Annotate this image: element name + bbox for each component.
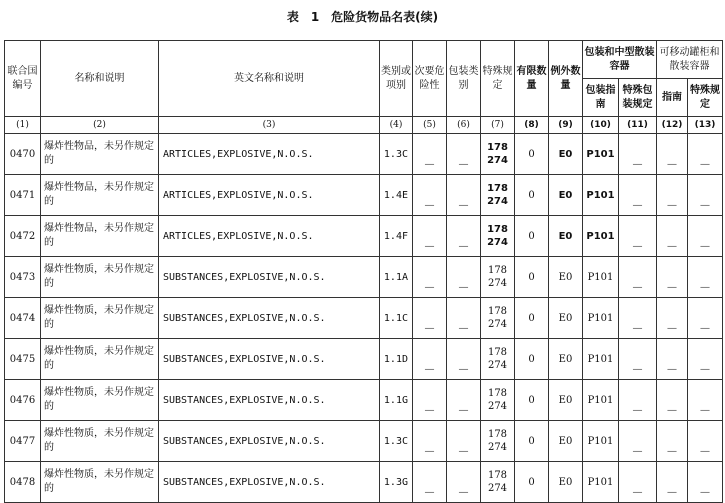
special-provision-code: 178: [487, 265, 508, 276]
cell-special-provisions: [481, 257, 515, 298]
cell-un-number: 0471: [5, 175, 41, 216]
cell-name-cn: 爆炸性物质，未另作规定的: [41, 380, 159, 421]
cell-special-packing: —: [619, 339, 657, 380]
cell-un-number: 0474: [5, 298, 41, 339]
cell-tank-instruction: —: [657, 216, 688, 257]
cell-excepted-quantity: E0: [549, 380, 583, 421]
cell-special-packing: —: [619, 421, 657, 462]
column-number: (8): [515, 117, 549, 134]
cell-packing-instruction: P101: [583, 298, 619, 339]
special-provision-code: 178: [487, 306, 508, 317]
cell-class: 1.1C: [380, 298, 413, 339]
cell-un-number: 0472: [5, 216, 41, 257]
cell-name-en: ARTICLES,EXPLOSIVE,N.O.S.: [159, 175, 380, 216]
special-provision-code: 274: [487, 196, 508, 207]
cell-subsidiary-risk: —: [413, 257, 447, 298]
special-provision-code: 178: [487, 388, 508, 399]
cell-un-number: 0470: [5, 134, 41, 175]
dangerous-goods-table: [4, 40, 723, 503]
cell-special-packing: —: [619, 134, 657, 175]
cell-special-provisions: [481, 462, 515, 503]
cell-name-cn: 爆炸性物质，未另作规定的: [41, 257, 159, 298]
header-packing-instruction: 包装指南: [583, 79, 619, 117]
cell-limited-quantity: 0: [515, 216, 549, 257]
cell-name-en: SUBSTANCES,EXPLOSIVE,N.O.S.: [159, 257, 380, 298]
cell-name-cn: 爆炸性物品，未另作规定的: [41, 216, 159, 257]
cell-class: 1.1G: [380, 380, 413, 421]
cell-excepted-quantity: E0: [549, 462, 583, 503]
special-provision-code: 274: [487, 360, 508, 371]
cell-tank-special: —: [688, 134, 723, 175]
cell-tank-special: —: [688, 216, 723, 257]
cell-special-packing: —: [619, 298, 657, 339]
cell-packing-instruction: P101: [583, 216, 619, 257]
cell-packing-instruction: P101: [583, 134, 619, 175]
cell-excepted-quantity: E0: [549, 175, 583, 216]
cell-subsidiary-risk: —: [413, 462, 447, 503]
cell-tank-special: —: [688, 380, 723, 421]
column-number: (2): [41, 117, 159, 134]
special-provision-code: 274: [487, 155, 508, 166]
cell-class: 1.3C: [380, 134, 413, 175]
cell-excepted-quantity: E0: [549, 216, 583, 257]
cell-un-number: 0476: [5, 380, 41, 421]
cell-subsidiary-risk: —: [413, 216, 447, 257]
table-row: [5, 339, 723, 380]
header-excepted-quantity: 例外数量: [549, 41, 583, 117]
header-packing-group: 包装类别: [447, 41, 481, 117]
cell-special-provisions: [481, 339, 515, 380]
cell-packing-instruction: P101: [583, 380, 619, 421]
cell-class: 1.4E: [380, 175, 413, 216]
cell-limited-quantity: 0: [515, 175, 549, 216]
header-tank-special: 特殊规定: [688, 79, 723, 117]
cell-excepted-quantity: E0: [549, 134, 583, 175]
cell-tank-special: —: [688, 462, 723, 503]
column-number: (4): [380, 117, 413, 134]
header-un-number: 联合国编号: [5, 41, 41, 117]
cell-packing-group: —: [447, 175, 481, 216]
cell-special-provisions: [481, 421, 515, 462]
cell-un-number: 0477: [5, 421, 41, 462]
special-provision-code: 178: [487, 142, 508, 153]
special-provision-code: 274: [487, 442, 508, 453]
table-row: [5, 298, 723, 339]
cell-un-number: 0475: [5, 339, 41, 380]
cell-excepted-quantity: E0: [549, 257, 583, 298]
table-title: 表 1 危险货物品名表(续): [286, 10, 439, 24]
cell-packing-group: —: [447, 339, 481, 380]
special-provision-code: 178: [487, 183, 508, 194]
cell-tank-instruction: —: [657, 298, 688, 339]
cell-packing-group: —: [447, 380, 481, 421]
table-row: [5, 175, 723, 216]
cell-name-en: SUBSTANCES,EXPLOSIVE,N.O.S.: [159, 462, 380, 503]
cell-packing-instruction: P101: [583, 421, 619, 462]
cell-class: 1.3G: [380, 462, 413, 503]
cell-tank-instruction: —: [657, 257, 688, 298]
header-name-cn: 名称和说明: [41, 41, 159, 117]
cell-packing-instruction: P101: [583, 175, 619, 216]
special-provision-code: 178: [487, 470, 508, 481]
cell-packing-instruction: P101: [583, 257, 619, 298]
cell-special-provisions: [481, 134, 515, 175]
column-number: (13): [688, 117, 723, 134]
cell-excepted-quantity: E0: [549, 298, 583, 339]
header-tank-instruction: 指南: [657, 79, 688, 117]
cell-special-packing: —: [619, 380, 657, 421]
cell-tank-instruction: —: [657, 339, 688, 380]
column-number: (5): [413, 117, 447, 134]
cell-tank-special: —: [688, 298, 723, 339]
cell-name-en: ARTICLES,EXPLOSIVE,N.O.S.: [159, 134, 380, 175]
cell-limited-quantity: 0: [515, 339, 549, 380]
cell-special-packing: —: [619, 216, 657, 257]
cell-un-number: 0473: [5, 257, 41, 298]
header-special-provisions: 特殊规定: [481, 41, 515, 117]
cell-name-en: SUBSTANCES,EXPLOSIVE,N.O.S.: [159, 380, 380, 421]
cell-tank-instruction: —: [657, 421, 688, 462]
column-number: (6): [447, 117, 481, 134]
cell-packing-group: —: [447, 298, 481, 339]
cell-limited-quantity: 0: [515, 462, 549, 503]
cell-packing-group: —: [447, 216, 481, 257]
cell-name-en: SUBSTANCES,EXPLOSIVE,N.O.S.: [159, 298, 380, 339]
cell-limited-quantity: 0: [515, 421, 549, 462]
header-portable-tanks: 可移动罐柜和散装容器: [657, 41, 723, 79]
cell-class: 1.1D: [380, 339, 413, 380]
cell-excepted-quantity: E0: [549, 339, 583, 380]
cell-subsidiary-risk: —: [413, 380, 447, 421]
cell-name-cn: 爆炸性物质，未另作规定的: [41, 339, 159, 380]
cell-special-provisions: [481, 380, 515, 421]
special-provision-code: 274: [487, 278, 508, 289]
header-special-packing: 特殊包装规定: [619, 79, 657, 117]
cell-tank-instruction: —: [657, 380, 688, 421]
cell-class: 1.3C: [380, 421, 413, 462]
special-provision-code: 178: [487, 429, 508, 440]
cell-subsidiary-risk: —: [413, 339, 447, 380]
cell-name-cn: 爆炸性物品，未另作规定的: [41, 134, 159, 175]
header-packaging-ibc: 包装和中型散装容器: [583, 41, 657, 79]
cell-tank-instruction: —: [657, 134, 688, 175]
cell-name-cn: 爆炸性物质，未另作规定的: [41, 298, 159, 339]
cell-class: 1.1A: [380, 257, 413, 298]
table-row: [5, 462, 723, 503]
special-provision-code: 178: [487, 347, 508, 358]
special-provision-code: 274: [487, 319, 508, 330]
cell-name-cn: 爆炸性物品，未另作规定的: [41, 175, 159, 216]
header-subsidiary-risk: 次要危险性: [413, 41, 447, 117]
column-number: (3): [159, 117, 380, 134]
header-limited-quantity: 有限数量: [515, 41, 549, 117]
cell-limited-quantity: 0: [515, 134, 549, 175]
cell-packing-instruction: P101: [583, 339, 619, 380]
cell-name-en: SUBSTANCES,EXPLOSIVE,N.O.S.: [159, 421, 380, 462]
cell-tank-instruction: —: [657, 175, 688, 216]
cell-name-cn: 爆炸性物质，未另作规定的: [41, 462, 159, 503]
column-number: (10): [583, 117, 619, 134]
cell-name-cn: 爆炸性物质，未另作规定的: [41, 421, 159, 462]
table-row: [5, 421, 723, 462]
special-provision-code: 274: [487, 401, 508, 412]
cell-limited-quantity: 0: [515, 257, 549, 298]
cell-subsidiary-risk: —: [413, 175, 447, 216]
table-row: [5, 216, 723, 257]
table-row: [5, 380, 723, 421]
header-class: 类别或项别: [380, 41, 413, 117]
cell-special-packing: —: [619, 257, 657, 298]
cell-tank-special: —: [688, 257, 723, 298]
cell-tank-special: —: [688, 175, 723, 216]
cell-packing-group: —: [447, 462, 481, 503]
column-number: (1): [5, 117, 41, 134]
cell-excepted-quantity: E0: [549, 421, 583, 462]
cell-special-provisions: [481, 216, 515, 257]
cell-limited-quantity: 0: [515, 298, 549, 339]
column-number: (9): [549, 117, 583, 134]
column-number: (7): [481, 117, 515, 134]
column-number: (12): [657, 117, 688, 134]
table-row: [5, 257, 723, 298]
cell-subsidiary-risk: —: [413, 421, 447, 462]
cell-packing-group: —: [447, 257, 481, 298]
cell-name-en: SUBSTANCES,EXPLOSIVE,N.O.S.: [159, 339, 380, 380]
cell-special-packing: —: [619, 462, 657, 503]
cell-packing-group: —: [447, 134, 481, 175]
table-body: [5, 134, 723, 503]
cell-special-provisions: [481, 175, 515, 216]
cell-tank-instruction: —: [657, 462, 688, 503]
cell-special-provisions: [481, 298, 515, 339]
special-provision-code: 274: [487, 483, 508, 494]
column-number: (11): [619, 117, 657, 134]
cell-un-number: 0478: [5, 462, 41, 503]
cell-name-en: ARTICLES,EXPLOSIVE,N.O.S.: [159, 216, 380, 257]
cell-subsidiary-risk: —: [413, 298, 447, 339]
special-provision-code: 274: [487, 237, 508, 248]
cell-special-packing: —: [619, 175, 657, 216]
cell-class: 1.4F: [380, 216, 413, 257]
header-name-en: 英文名称和说明: [159, 41, 380, 117]
cell-limited-quantity: 0: [515, 380, 549, 421]
cell-packing-instruction: P101: [583, 462, 619, 503]
cell-subsidiary-risk: —: [413, 134, 447, 175]
cell-packing-group: —: [447, 421, 481, 462]
cell-tank-special: —: [688, 339, 723, 380]
cell-tank-special: —: [688, 421, 723, 462]
column-number-row: [5, 117, 723, 134]
table-row: [5, 134, 723, 175]
special-provision-code: 178: [487, 224, 508, 235]
